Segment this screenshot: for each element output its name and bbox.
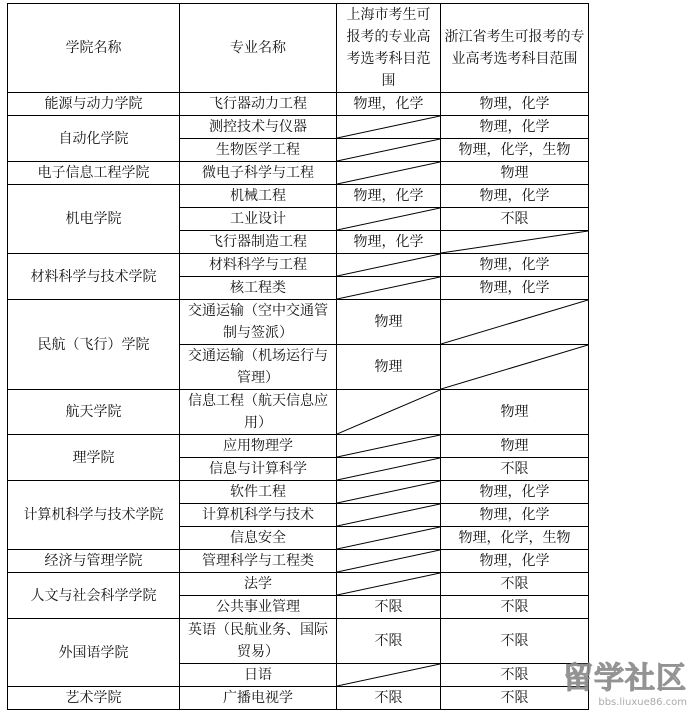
watermark-url: bbs.liuxue86.com [598, 697, 687, 708]
shanghai-cell: 物理 [337, 300, 441, 345]
table-row [8, 619, 589, 664]
shanghai-cell: 物理，化学 [337, 231, 441, 254]
major-cell: 公共事业管理 [180, 596, 337, 619]
major-cell: 软件工程 [180, 481, 337, 504]
zhejiang-cell: 物理 [441, 435, 589, 458]
header-college: 学院名称 [8, 4, 180, 93]
table-row [8, 116, 589, 139]
college-cell: 艺术学院 [8, 687, 180, 710]
not-applicable-cell [337, 254, 441, 277]
not-applicable-cell [337, 116, 441, 139]
not-applicable-cell [337, 664, 441, 687]
zhejiang-cell: 物理，化学 [441, 550, 589, 573]
zhejiang-cell: 不限 [441, 664, 589, 687]
major-cell: 信息与计算科学 [180, 458, 337, 481]
major-cell: 管理科学与工程类 [180, 550, 337, 573]
major-cell: 计算机科学与技术 [180, 504, 337, 527]
not-applicable-cell [337, 435, 441, 458]
major-cell: 日语 [180, 664, 337, 687]
zhejiang-cell: 物理，化学 [441, 504, 589, 527]
watermark-logo-text: 留学社区 [563, 661, 687, 696]
zhejiang-cell: 物理，化学，生物 [441, 139, 589, 162]
zhejiang-cell: 物理，化学 [441, 93, 589, 116]
zhejiang-cell: 不限 [441, 208, 589, 231]
table-row [8, 185, 589, 208]
not-applicable-cell [337, 527, 441, 550]
header-shanghai: 上海市考生可报考的专业高考选考科目范围 [337, 4, 441, 93]
zhejiang-cell: 物理 [441, 162, 589, 185]
table-row [8, 687, 589, 710]
table-row [8, 254, 589, 277]
major-cell: 材料科学与工程 [180, 254, 337, 277]
college-cell: 电子信息工程学院 [8, 162, 180, 185]
subject-requirements-table [7, 3, 589, 710]
table-row [8, 573, 589, 596]
major-cell: 测控技术与仪器 [180, 116, 337, 139]
table-row [8, 93, 589, 116]
major-cell: 飞行器动力工程 [180, 93, 337, 116]
not-applicable-cell [337, 162, 441, 185]
major-cell: 信息工程（航天信息应用） [180, 390, 337, 435]
zhejiang-cell: 物理，化学 [441, 277, 589, 300]
zhejiang-cell: 不限 [441, 458, 589, 481]
major-cell: 信息安全 [180, 527, 337, 550]
site-watermark [563, 653, 687, 708]
not-applicable-cell [337, 139, 441, 162]
not-applicable-cell [337, 504, 441, 527]
shanghai-cell: 不限 [337, 619, 441, 664]
major-cell: 微电子科学与工程 [180, 162, 337, 185]
zhejiang-cell: 不限 [441, 619, 589, 664]
college-cell: 理学院 [8, 435, 180, 481]
not-applicable-cell [337, 458, 441, 481]
major-cell: 飞行器制造工程 [180, 231, 337, 254]
college-cell: 航天学院 [8, 390, 180, 435]
header-zhejiang: 浙江省考生可报考的专业高考选考科目范围 [441, 4, 589, 93]
major-cell: 交通运输（空中交通管制与签派） [180, 300, 337, 345]
major-cell: 广播电视学 [180, 687, 337, 710]
zhejiang-cell: 不限 [441, 573, 589, 596]
table-row [8, 435, 589, 458]
not-applicable-cell [337, 550, 441, 573]
not-applicable-cell [337, 481, 441, 504]
table-row [8, 550, 589, 573]
table-row [8, 390, 589, 435]
zhejiang-cell: 不限 [441, 596, 589, 619]
shanghai-cell: 不限 [337, 596, 441, 619]
not-applicable-cell [441, 300, 589, 345]
college-cell: 机电学院 [8, 185, 180, 254]
table-row [8, 300, 589, 345]
zhejiang-cell: 不限 [441, 687, 589, 710]
zhejiang-cell: 物理，化学 [441, 185, 589, 208]
major-cell: 生物医学工程 [180, 139, 337, 162]
table-row [8, 162, 589, 185]
major-cell: 核工程类 [180, 277, 337, 300]
major-cell: 机械工程 [180, 185, 337, 208]
college-cell: 计算机科学与技术学院 [8, 481, 180, 550]
table-row [8, 481, 589, 504]
zhejiang-cell: 物理，化学 [441, 254, 589, 277]
not-applicable-cell [441, 231, 589, 254]
not-applicable-cell [337, 277, 441, 300]
shanghai-cell: 不限 [337, 687, 441, 710]
college-cell: 人文与社会科学学院 [8, 573, 180, 619]
zhejiang-cell: 物理，化学 [441, 116, 589, 139]
not-applicable-cell [337, 390, 441, 435]
college-cell: 材料科学与技术学院 [8, 254, 180, 300]
zhejiang-cell: 物理，化学 [441, 481, 589, 504]
college-cell: 外国语学院 [8, 619, 180, 687]
major-cell: 工业设计 [180, 208, 337, 231]
not-applicable-cell [337, 573, 441, 596]
college-cell: 能源与动力学院 [8, 93, 180, 116]
not-applicable-cell [441, 345, 589, 390]
major-cell: 应用物理学 [180, 435, 337, 458]
college-cell: 民航（飞行）学院 [8, 300, 180, 390]
major-cell: 英语（民航业务、国际贸易） [180, 619, 337, 664]
college-cell: 经济与管理学院 [8, 550, 180, 573]
college-cell: 自动化学院 [8, 116, 180, 162]
table-header-row [8, 4, 589, 93]
shanghai-cell: 物理 [337, 345, 441, 390]
major-cell: 交通运输（机场运行与管理） [180, 345, 337, 390]
header-major: 专业名称 [180, 4, 337, 93]
shanghai-cell: 物理，化学 [337, 93, 441, 116]
zhejiang-cell: 物理 [441, 390, 589, 435]
major-cell: 法学 [180, 573, 337, 596]
zhejiang-cell: 物理，化学，生物 [441, 527, 589, 550]
not-applicable-cell [337, 208, 441, 231]
shanghai-cell: 物理，化学 [337, 185, 441, 208]
